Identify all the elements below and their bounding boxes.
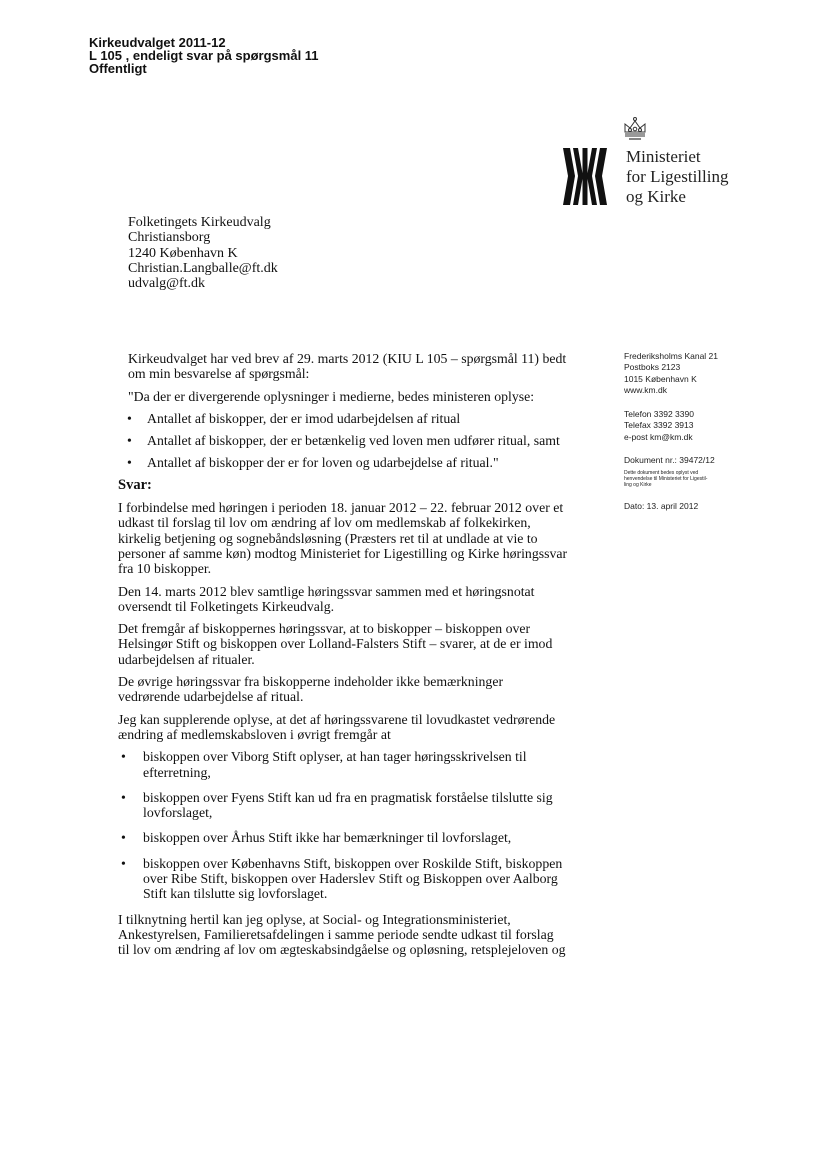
recipient-address [128, 215, 278, 291]
header-status: Offentligt [89, 61, 147, 76]
answer-paragraph: I tilknytning hertil kan jeg oplyse, at Social- og Integrationsministeriet, Ankestyrelsen, Familieretsafdelingen i samme periode sendte udkast til forslag til lov om ændring af lov om ægteskabsindgåelse og opløsning, retsplejeloven og [118, 911, 566, 958]
answer-paragraph: Jeg kan supplerende oplyse, at det af høringssvarene til lovudkastet vedrørende ændring af medlemskabsloven i øvrigt fremgår at [118, 711, 556, 742]
recipient-line: Folketingets Kirkeudvalg [128, 215, 271, 230]
list-item [118, 790, 568, 821]
document-header [89, 36, 319, 75]
bullet-icon: • [121, 749, 126, 765]
list-item [118, 856, 568, 902]
list-item-text: biskoppen over Århus Stift ikke har bemærkninger til lovforslaget, [143, 830, 512, 846]
bishop-list [118, 749, 568, 901]
question-item [128, 455, 568, 470]
recipient-line: 1240 København K [128, 245, 238, 261]
list-item-text: biskoppen over Fyens Stift kan ud fra en pragmatisk forståelse tilslutte sig lovforslaget, [143, 789, 553, 821]
bullet-icon: • [121, 789, 126, 805]
recipient-email: Christian.Langballe@ft.dk [128, 260, 278, 276]
sender-address-line: Postboks 2123 [624, 362, 681, 373]
question-item-text: Antallet af biskopper, der er betænkelig ved loven men udfører ritual, samt [147, 433, 560, 449]
intro-paragraph: Kirkeudvalget har ved brev af 29. marts 2012 (KIU L 105 – spørgsmål 11) bedt om min besvarelse af spørgsmål: [128, 351, 567, 382]
question-block [118, 389, 568, 471]
ministry-name-line: Ministeriet [626, 147, 701, 166]
question-item [128, 433, 568, 448]
recipient-line: Christiansborg [128, 230, 211, 246]
sender-contact [624, 409, 694, 443]
sender-address [624, 351, 718, 396]
document-date: Dato: 13. april 2012 [624, 501, 699, 511]
header-committee: Kirkeudvalget 2011-12 [89, 35, 226, 50]
question-item-text: Antallet af biskopper der er for loven og udarbejdelse af ritual." [147, 455, 499, 471]
reference-note-line: Dette dokument bedes oplyst ved [624, 470, 699, 476]
bullet-icon: • [121, 855, 126, 871]
bullet-icon: • [127, 455, 132, 471]
sender-fax: Telefax 3392 3913 [624, 420, 694, 431]
sender-address-line: Frederiksholms Kanal 21 [624, 351, 719, 361]
ministry-name-line: for Ligestilling [626, 167, 729, 186]
recipient-email: udvalg@ft.dk [128, 276, 206, 292]
answer-paragraph: De øvrige høringssvar fra biskopperne indeholder ikke bemærkninger vedrørende udarbejdelse af ritual. [118, 674, 504, 705]
answer-paragraph: Den 14. marts 2012 blev samtlige høringssvar sammen med et høringsnotat oversendt til Folketingets Kirkeudvalg. [118, 583, 535, 614]
bullet-icon: • [127, 433, 132, 449]
list-item-text: biskoppen over Københavns Stift, biskoppen over Roskilde Stift, biskoppen over Ribe Stift, biskoppen over Haderslev Stift og Biskoppen over Aalborg Stift kan tilslutte sig lovforslaget. [143, 855, 563, 902]
reference-note-line: ling og Kirke [624, 481, 652, 488]
document-number: Dokument nr.: 39472/12 [624, 455, 715, 465]
sender-email: e-post km@km.dk [624, 431, 693, 442]
question-item-text: Antallet af biskopper, der er imod udarbejdelsen af ritual [147, 410, 461, 426]
bullet-icon: • [121, 830, 126, 846]
reference-note [624, 471, 707, 488]
answer-heading: Svar: [118, 476, 152, 493]
sender-address-line: 1015 København K [624, 373, 697, 384]
reference-note-line: henvendelse til Ministeriet for Ligestil- [624, 475, 708, 482]
question-lead: "Da der er divergerende oplysninger i medierne, bedes ministeren oplyse: [128, 388, 535, 404]
bullet-icon: • [127, 410, 132, 426]
letter-body [118, 351, 568, 965]
answer-paragraph: I forbindelse med høringen i perioden 18. januar 2012 – 22. februar 2012 over et udkast til forslag til lov om ændring af lov om medlemskab af folkekirken, kirkelig betjening og sognebåndsløsning (Præsters ret til at undlade at vie to personer af samme køn) modtog Ministeriet for Ligestilling og Kirke høringssvar fra 10 biskopper. [118, 500, 568, 577]
question-item [128, 411, 568, 426]
ministry-name [626, 147, 728, 207]
header-reference: L 105 , endeligt svar på spørgsmål 11 [89, 48, 319, 63]
sender-phone: Telefon 3392 3390 [624, 409, 694, 419]
list-item [118, 830, 568, 845]
ministry-name-line: og Kirke [626, 187, 686, 206]
list-item-text: biskoppen over Viborg Stift oplyser, at han tager høringsskrivelsen til efterretning, [143, 749, 527, 780]
answer-paragraph: Det fremgår af biskoppernes høringssvar, at to biskopper – biskoppen over Helsingør Stift og biskoppen over Lolland-Falsters Stift – svarer, at de er imod udarbejdelsen af ritualer. [118, 621, 553, 667]
sender-website: www.km.dk [624, 384, 667, 395]
crown-icon [622, 116, 648, 142]
list-item [118, 749, 568, 780]
ministry-logo-icon [563, 148, 607, 205]
